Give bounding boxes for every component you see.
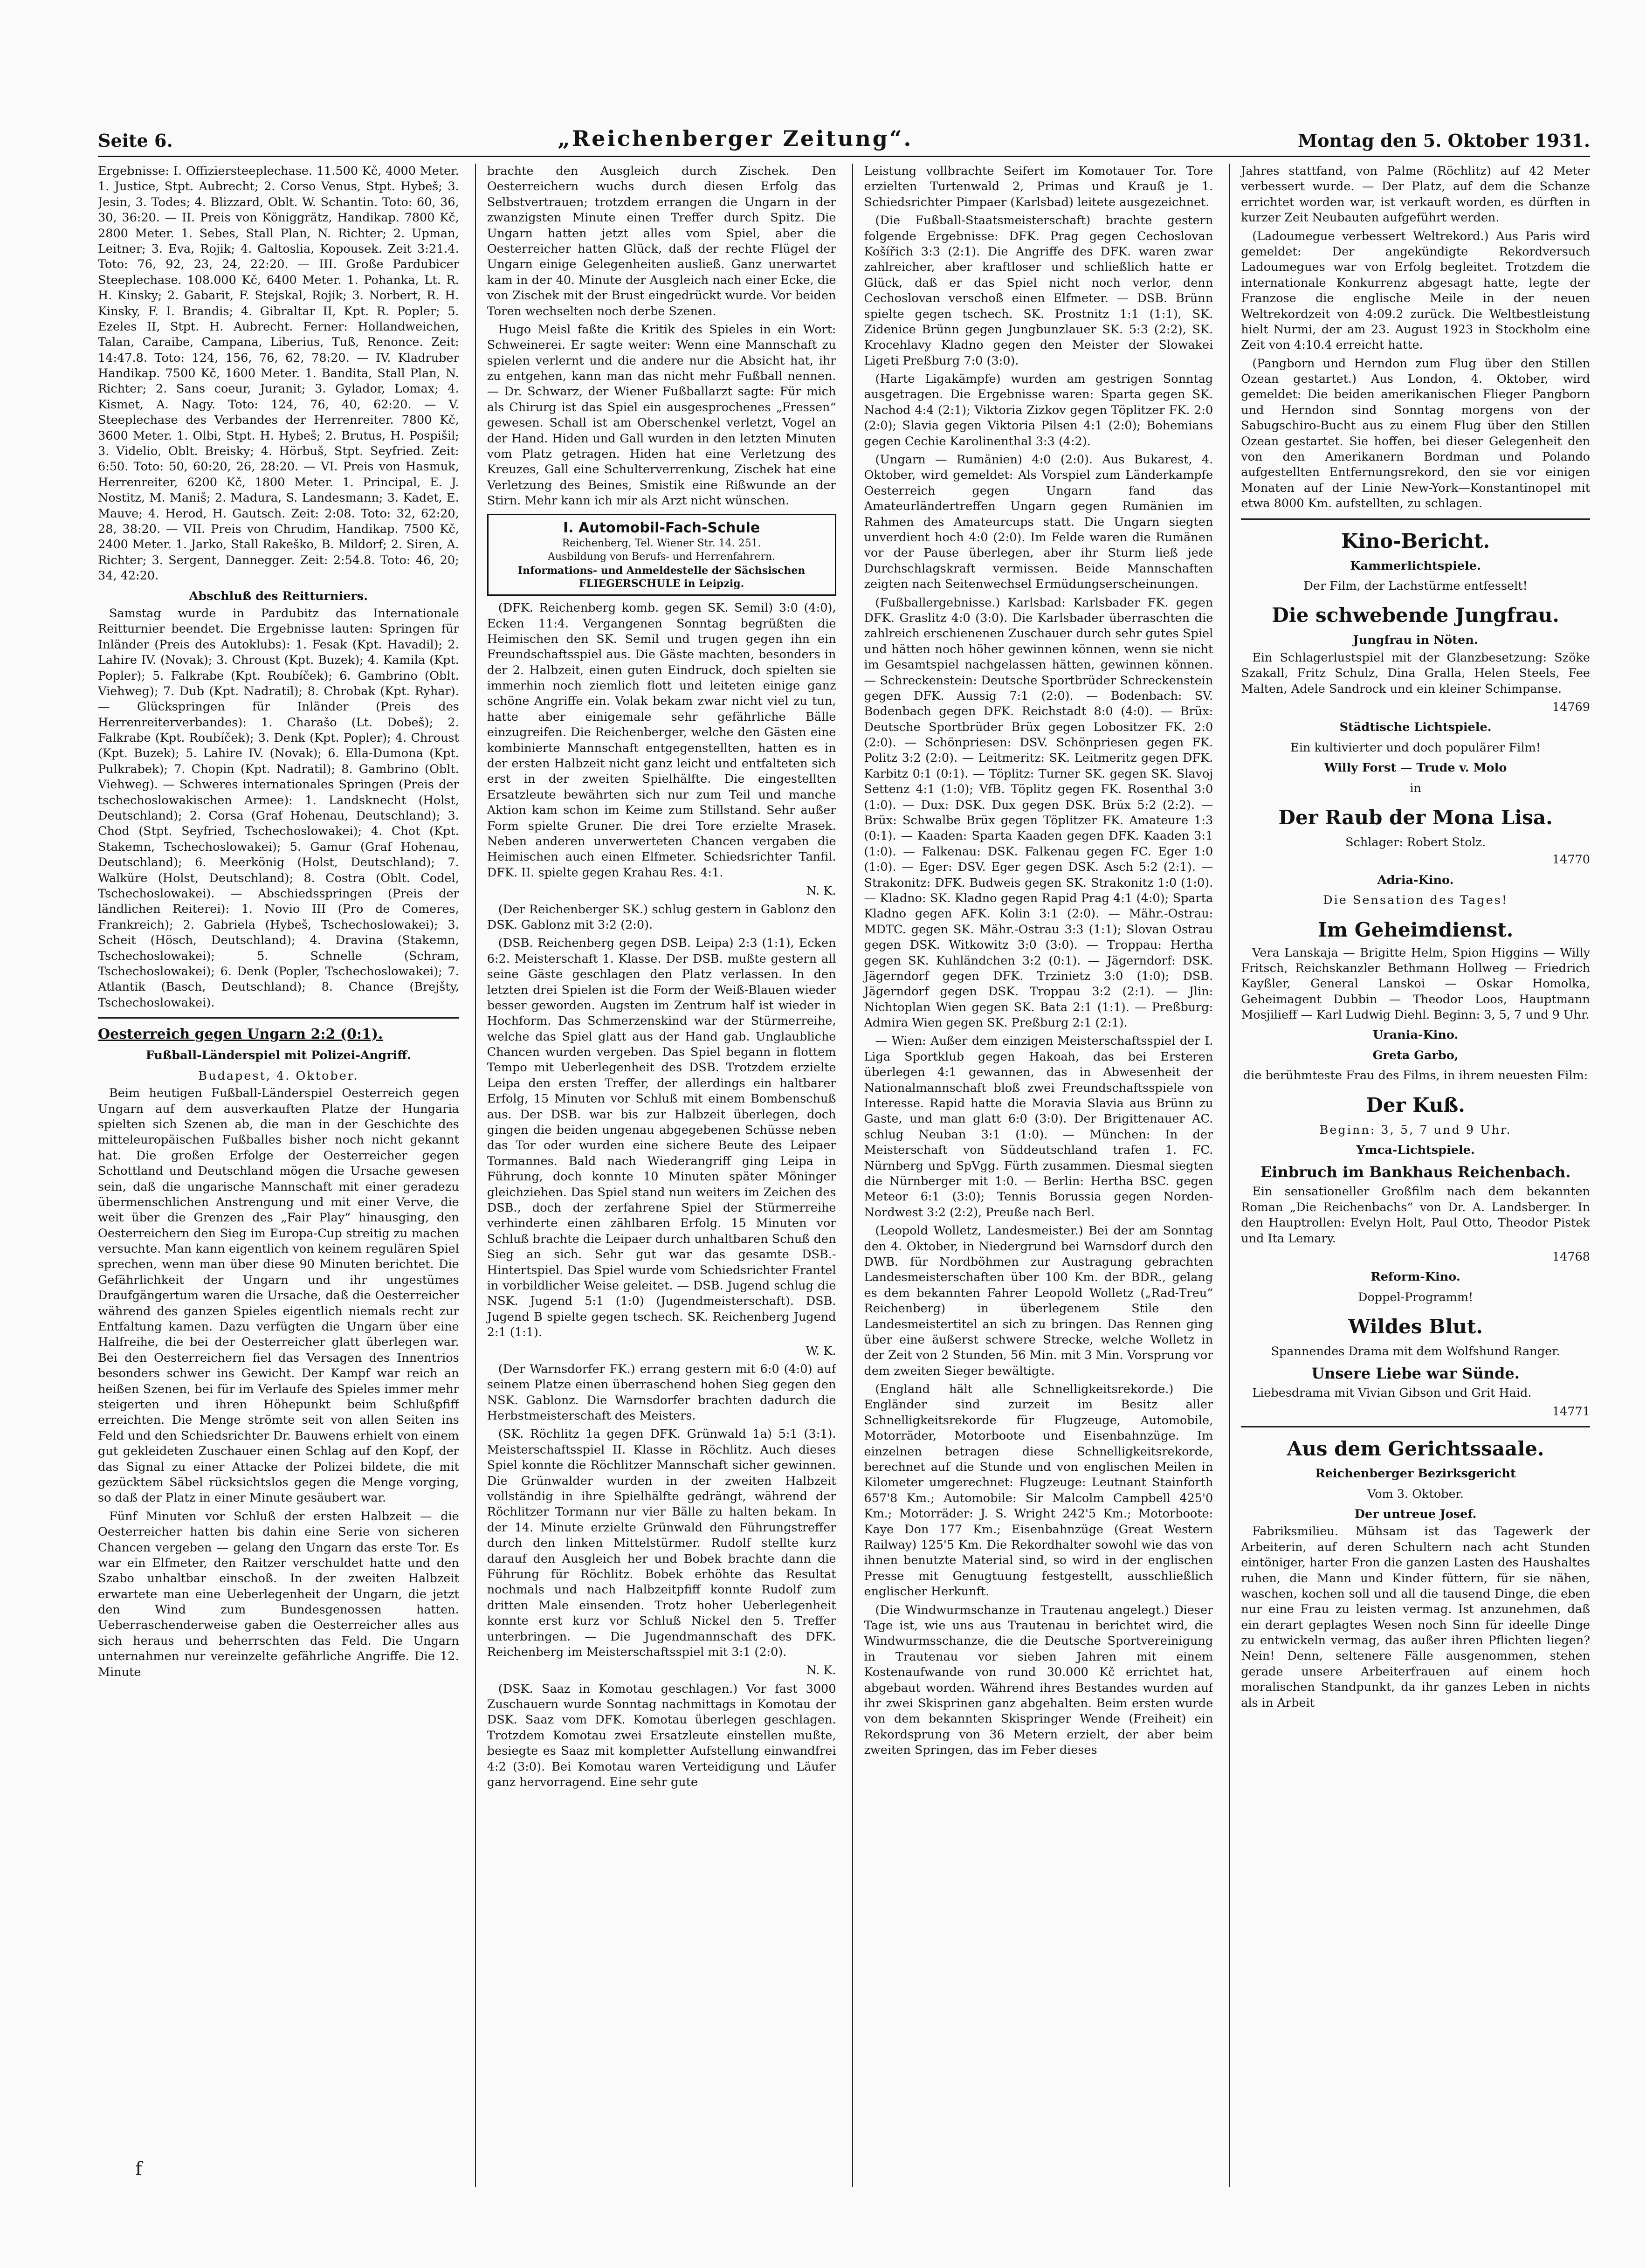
report-komotau-cont: Leistung vollbrachte Seifert im Komotauer Tor. Tore erzielten Turtenwald 2, Primas und Krauß je 1. Schiedsrichter Pimpaer (Karlsbad) leitete ausgezeichnet. [864, 164, 1213, 209]
cinema-5-film: Einbruch im Bankhaus Reichenbach. [1260, 1163, 1571, 1181]
cinema-1-subtitle: Jungfrau in Nöten. [1353, 633, 1478, 648]
report-hungary-romania: (Ungarn — Rumänien) 4:0 (2:0). Aus Bukarest, 4. Oktober, wird gemeldet: Als Vorspiel zum Länderkampfe Oesterreich gegen Ungarn fand das Amateurländertreffen Ungarn gegen Rumänien im Rahmen des Amateurcups statt. Die Ungarn siegten unverdient hoch 4:0 (2:0). Im Felde waren die Rumänen vor der Pause überlegen, aber ihr Sturm ließ jede Durchschlagskraft vermissen. Beide Mannschaften zeigten nach Seitenwechsel Ermüdungserscheinungen. [864, 453, 1213, 592]
newspaper-title: „Reichenberger Zeitung“. [558, 126, 913, 151]
match-headline: Oesterreich gegen Ungarn 2:2 (0:1). [98, 1026, 383, 1043]
cinema-6-film-2: Unsere Liebe war Sünde. [1311, 1365, 1520, 1383]
report-saaz: (DSK. Saaz in Komotau geschlagen.) Vor fast 3000 Zuschauern wurde Sonntag nachmittags in Komotau der DSK. Saaz vom DFK. Komotau überlegen geschlagen. Trotzdem Komotau zwei Ersatzleute einstellen mußte, besiegte es Saaz mit kompletter Aufstellung einwandfrei 4:2 (3:0). Bei Komotau waren Verteidigung und Läufer ganz hervorragend. Eine sehr gute [487, 1682, 836, 1790]
issue-date: Montag den 5. Oktober 1931. [1298, 130, 1590, 151]
signature: W. K. [806, 1344, 836, 1358]
meisl-critique: Hugo Meisl faßte die Kritik des Spieles in ein Wort: Schweinerei. Er sagte weiter: Wenn eine Mannschaft zu spielen verlernt und die andere nur die Absicht hat, ihr zu entgehen, kann man das nicht mehr Fußball nennen. — Dr. Schwarz, der Wiener Fußballarzt sagte: Für mich als Chirurg ist das Spiel ein ausgesprochenes „Fressen“ gewesen. Schall ist am Oberschenkel verletzt, Vogel an der Hand. Hiden und Gall wurden in den letzten Minuten vom Platz getragen. Hiden hat eine Verletzung des Kreuzes, Gall eine Schulterverrenkung, Zischek hat eine Verletzung des Beines, Smistik eine Rißwunde an der Stirn. Mehr kann ich mir als Arzt nicht wünschen. [487, 322, 836, 508]
dateline: Budapest, 4. Oktober. [198, 1069, 359, 1083]
report-ski-jump: (Die Windwurmschanze in Trautenau angelegt.) Dieser Tage ist, wie uns aus Trautenau in berichtet wird, die Windwurmsschanze, die die Deutsche Sportvereinigung in Trautenau vor sieben Jahren mit einem Kostenaufwande von rund 30.000 Kč errichtet hat, abgebaut worden. Während ihres Bestandes wurden auf ihr zwei Skisprinen ganz abgehalten. Beim ersten wurde von dem bekannten Skispringer Wende (Freiheit) ein Rekordsprung von 36 Metern erzielt, der aber beim zweiten Springen, das im Feber dieses [864, 1603, 1213, 1758]
cinema-4-name: Urania-Kino. [1372, 1028, 1459, 1042]
report-dsb-leipa: (DSB. Reichenberg gegen DSB. Leipa) 2:3 (1:1), Ecken 6:2. Meisterschaft 1. Klasse. Der DSB. mußte gestern all seine Gäste geschlagen den Platz verlassen. In den letzten drei Spielen ist die Form der Weiß-Blauen wieder besser geworden. Augsten im Zentrum half ist wieder in Hochform. Das Schmerzenskind war der Stürmerreihe, welche das Spiel glatt aus der Hand gab. Unglaubliche Chancen wurden vergeben. Das Spiel begann in flottem Tempo mit Ueberlegenheit des DSB. Trotzdem erzielte Leipa den ersten Treffer, der allerdings ein haltbarer Erfolg, 15 Minuten vor Schluß mit einem Bombenschuß aus. Der DSB. war bis zur Halbzeit überlegen, doch gingen die beiden ungenau abgegebenen Schüsse neben das Tor oder wurden eine sichere Beute des Leipaer Tormannes. Bald nach Wiederangriff ging Leipa in Führung, doch konnte 10 Minuten später Möninger gleichziehen. Das Spiel stand nun weiters im Zeichen des DSB., doch der zerfahrene Spiel der Stürmerreihe verhinderte einen zählbaren Erfolg. 15 Minuten vor Schluß brachte die Leipaer durch unhaltbaren Schuß den Sieg an sich. Sehr gut war das gesamte DSB.-Hintertspiel. Das Spiel wurde vom Schiedsrichter Frantel in vorbildlicher Weise geleitet. — DSB. Jugend schlug die NSK. Jugend 5:1 (1:0) (Jugendmeisterschaft). DSB. Jugend B spielte gegen tschech. SK. Reichenberg Jugend 2:1 (1:1). [487, 936, 836, 1340]
report-ski-jump-cont: Jahres stattfand, von Palme (Röchlitz) auf 42 Meter verbessert wurde. — Der Platz, auf dem die Schanze errichtet worden war, ist verkauft worden, es dürften in kurzer Zeit Neubauten aufgeführt werden. [1241, 164, 1590, 225]
column-3 [852, 164, 1213, 2187]
match-report-3: brachte den Ausgleich durch Zischek. Den Oesterreichern wuchs durch diesen Erfolg das Selbstvertrauen; trotzdem errangen die Ungarn in der zwanzigsten Minute einen Treffer durch Spitz. Die Ungarn hatten jetzt alles vom Spiel, aber die Oesterreicher hatten Glück, daß der rechte Flügel der Ungarn einige Gelegenheiten ausließ. Ganz unerwartet kam in der 40. Minute der Ausgleich nach einer Ecke, die von Zischek mit der Brust eingedrückt wurde. Vor beiden Toren wechselten noch derbe Szenen. [487, 164, 836, 318]
page-header [98, 126, 1590, 157]
cinema-2-name: Städtische Lichtspiele. [1339, 720, 1492, 735]
signature: N. K. [806, 1663, 836, 1678]
cinema-5-name: Ymca-Lichtspiele. [1356, 1143, 1475, 1158]
cinema-4-begin: Beginn: 3, 5, 7 und 9 Uhr. [1319, 1123, 1512, 1137]
cinema-1-description: Ein Schlagerlustspiel mit der Glanzbesetzung: Szöke Szakall, Fritz Schulz, Dina Gralla, Helen Steels, Fee Malten, Adele Sandrock und ein kleiner Schimpanse. [1241, 650, 1590, 696]
page-mark: f [135, 2158, 142, 2180]
divider [98, 1017, 459, 1019]
ad-title: I. Automobil-Fach-Schule [563, 519, 760, 536]
cinema-4-tagline: die berühmteste Frau des Films, in ihrem neuesten Film: [1243, 1069, 1588, 1083]
court-report: Fabriksmilieu. Mühsam ist das Tagewerk der Arbeiterin, auf deren Schultern nach acht Stunden eintöniger, harter Fron die ganzen Lasten des Haushaltes ruhen, die Mann und Kinder füttern, für sie nähen, waschen, kochen soll und all die tausend Dinge, die eben nur eine Frau zu leisten vermag. Ist anzunehmen, daß ein derart geplagtes Wesen noch Sinn für ideelle Dinge zu entwickeln vermag, das außer ihren Pflichten liegen? Nein! Denn, seltenere Fälle ausgenommen, stehen gerade unsere Arbeiterfrauen auf einem hoch moralischen Standpunkt, da ihr ganzes Leben in nichts als in Arbeit [1241, 1524, 1590, 1710]
cinema-6-desc-1: Spannendes Drama mit dem Wolfshund Ranger. [1271, 1344, 1560, 1359]
report-dfk-semil: (DFK. Reichenberg komb. gegen SK. Semil) 3:0 (4:0), Ecken 11:4. Vergangenen Sonntag begrüßten die Heimischen den SK. Semil und trugen gegen ihn ein Freundschaftsspiel aus. Die Gäste machten, besonders in der 2. Halbzeit, einen guten Eindruck, doch spielten sie immerhin noch ziemlich flott und leiteten einige ganz schöne Angriffe ein. Volak bekam zwar nicht viel zu tun, hatte aber einigemale sehr gefährliche Bälle einzugreifen. Die Reichenberger, welche den Gästen eine kombinierte Mannschaft entgegenstellten, hatten es in der ersten Halbzeit nicht ganz leicht und entfalteten sich erst in der zweiten Spielhälfte. Die eingestellten Ersatzleute bewährten sich nur zum Teil und manche Aktion kam schon im Keime zum Stillstand. Sehr außer Form spielte Gruner. Die drei Tore erzielte Mrasek. Neben anderen unverwerteten Chancen vergaben die Heimischen auch einen Elfmeter. Schiedsrichter Tanfil. DFK. II. spielte gegen Krahau Res. 4:1. [487, 601, 836, 880]
report-england-records: (England hält alle Schnelligkeitsrekorde.) Die Engländer sind zurzeit im Besitz aller Schnelligkeitsrekorde für Flugzeuge, Automobile, Motorräder, Motorboote und Eisenbahnzüge. Im einzelnen betragen diese Schnelligkeitsrekorde, berechnet auf die Stunde und von englischen Meilen in Kilometer umgerechnet: Flugzeuge: Leutnant Stainforth 657'8 Km.; Automobile: Sir Malcolm Campbell 425'0 Km.; Motorräder: J. S. Wright 242'5 Km.; Motorboote: Kaye Don 177 Km.; Eisenbahnzüge (Great Western Railway) 125'5 Km. Die Rekordhalter sowohl wie das von ihnen benutzte Material sind, so wird in der englischen Presse mit Genugtuung festgestellt, ausschließlich englischer Herkunft. [864, 1382, 1213, 1599]
cinema-3-name: Adria-Kino. [1377, 873, 1454, 887]
report-warnsdorf: (Der Warnsdorfer FK.) errang gestern mit 6:0 (4:0) auf seinem Platze einen überraschend hohen Sieg gegen den NSK. Gablonz. Die Warnsdorfer brachten dadurch die Herbstmeisterschaft des Meisters. [487, 1362, 836, 1423]
advertisement-driving-school [487, 514, 836, 596]
report-league: (Harte Ligakämpfe) wurden am gestrigen Sonntag ausgetragen. Die Ergebnisse waren: Sparta gegen SK. Nachod 4:4 (2:1); Viktoria Zizkov gegen Töplitzer FK. 2:0 (2:0); Slavia gegen Viktoria Pilsen 4:1 (2:0); Bohemians gegen Cechie Karolinenthal 3:3 (4:2). [864, 372, 1213, 448]
ad-number: 14769 [1552, 700, 1590, 714]
match-subheadline: Fußball-Länderspiel mit Polizei-Angriff. [145, 1048, 412, 1063]
court-heading: Aus dem Gerichtssaale. [1287, 1437, 1544, 1461]
cinema-1-name: Kammerlichtspiele. [1350, 558, 1481, 573]
cinema-heading: Kino-Bericht. [1341, 529, 1490, 552]
column-1 [98, 164, 459, 2187]
cinema-4-film: Der Kuß. [1366, 1093, 1465, 1117]
cinema-1-tagline: Der Film, der Lachstürme entfesselt! [1303, 579, 1528, 593]
report-wolletz: (Leopold Wolletz, Landesmeister.) Bei der am Sonntag den 4. Oktober, in Niedergrund bei Warnsdorf durch den DWB. für Nordböhmen zur Austragung gebrachten Landesmeisterschaften über 100 Km. der BDR., gelang es dem bekannten Fahrer Leopold Wolletz („Rad-Treu“ Reichenberg) in überlegenem Stile den Landesmeistertitel an sich zu bringen. Das Rennen ging über eine äußerst schwere Strecke, welche Wolletz in der Zeit von 2 Stunden, 56 Min. mit 3 Min. Vorsprung vor dem zweiten Sieger bewältigte. [864, 1224, 1213, 1378]
columns [98, 164, 1590, 2187]
race-results: Ergebnisse: I. Offiziersteeplechase. 11.500 Kč, 4000 Meter. 1. Justice, Stpt. Aubrecht; 2. Corso Venus, Stpt. Hybeš; 3. Jesin, 3. Todes; 4. Blizzard, Oblt. W. Schantin. Toto: 60, 36, 30, 36:20. — II. Preis von Königgrätz, Handikap. 7800 Kč, 2800 Meter. 1. Sebes, Stall Plan, N. Richter; 2. Upman, Leitner; 3. Eva, Rojik; 4. Galtoslia, Kopousek. Zeit 3:21.4. Toto: 76, 92, 23, 24, 22:20. — III. Große Pardubicer Steeplechase. 108.000 Kč, 6400 Meter. 1. Pohanka, Lt. R. H. Kinsky; 2. Gabarit, F. Stejskal, Rojik; 3. Norbert, R. H. Kinsky, F. I. Brandis; 4. Gibraltar II, Kpt. R. Popler; 5. Ezeles II, Stpt. H. Aubrecht. Ferner: Hollandweichen, Talan, Caraibe, Campana, Liberius, Tuß, Renonce. Zeit: 14:47.8. Toto: 124, 156, 76, 62, 78:20. — IV. Kladruber Handikap. 7500 Kč, 1600 Meter. 1. Bandita, Stall Plan, N. Richter; 2. Sans coeur, Juranit; 3. Gylador, Lomax; 4. Kismet, A. Nagy. Toto: 124, 76, 40, 62:20. — V. Steeplechase des Verbandes der Herrenreiter. 7800 Kč, 3600 Meter. 1. Olbi, Stpt. H. Hybeš; 2. Brutus, H. Pospišil; 3. Videlio, Oblt. Breisky; 4. Hörbuš, Stpt. Seyfried. Zeit: 6:50. Toto: 50, 60:20, 26, 28:20. — VI. Preis von Hasmuk, Herrenreiter, 6200 Kč, 1800 Meter. 1. Principal, E. J. Nostitz, M. Maniš; 2. Madura, S. Landesmann; 3. Kadet, E. Mauve; 4. Herod, H. Gautsch. Zeit: 2:08. Toto: 32, 62:20, 28, 38:20. — VII. Preis von Chrudim, Handikap. 7500 Kč, 2400 Meter. 1. Jarko, Stall Rakeško, B. Mildorf; 2. Siren, A. Richter; 3. Sergent, Dannegger. Zeit: 2:54.8. Toto: 46, 20; 34, 42:20. [98, 164, 459, 583]
cinema-2-tagline: Ein kultivierter und doch populärer Film! [1290, 740, 1541, 755]
cinema-6-tagline: Doppel-Programm! [1357, 1290, 1474, 1304]
divider [1241, 518, 1590, 520]
page-number: Seite 6. [98, 130, 173, 151]
report-rsk: (Der Reichenberger SK.) schlug gestern in Gablonz den DSK. Gablonz mit 3:2 (2:0). [487, 902, 836, 932]
cinema-3-description: Vera Lanskaja — Brigitte Helm, Spion Higgins — Willy Fritsch, Reichskanzler Bethmann Hollweg — Friedrich Kayßler, General Lanskoi — Oskar Homolka, Geheimagent Dubbin — Theodor Loos, Hauptmann Mosjilieff — Karl Ludwig Diehl. Beginn: 3, 5, 7 und 9 Uhr. [1241, 945, 1590, 1022]
column-2 [475, 164, 836, 2187]
cinema-2-film: Der Raub der Mona Lisa. [1278, 806, 1553, 829]
cinema-2-cast: Willy Forst — Trude v. Molo [1324, 761, 1507, 775]
cinema-5-description: Ein sensationeller Großfilm nach dem bekannten Roman „Die Reichenbachs“ von Dr. A. Landsberger. In den Hauptrollen: Evelyn Holt, Paul Otto, Theodor Pistek und Ita Lemary. [1241, 1185, 1590, 1246]
cinema-3-film: Im Geheimdienst. [1318, 918, 1514, 941]
cinema-1-film: Die schwebende Jungfrau. [1272, 604, 1559, 627]
cinema-3-tagline: Die Sensation des Tages! [1323, 893, 1508, 908]
court-date: Vom 3. Oktober. [1367, 1487, 1464, 1501]
ad-number: 14770 [1552, 853, 1590, 867]
court-case-title: Der untreue Josef. [1354, 1507, 1477, 1521]
report-football-results: (Fußballergebnisse.) Karlsbad: Karlsbader FK. gegen DFK. Graslitz 4:0 (3:0). Die Karlsbader überraschten die zahlreich erschienenen Zuschauer durch sehr gutes Spiel und hätten noch höher gewinnen können, wenn sie nicht im Gesamtspiel nachgelassen hätten, gewinnen können. — Schreckenstein: Deutsche Sportbrüder Schreckenstein gegen DFK. Aussig 7:1 (2:0). — Bodenbach: SV. Bodenbach gegen DFK. Reichstadt 8:0 (4:0). — Brüx: Deutsche Sportbrüder Brüx gegen Lobositzer FK. 2:0 (2:0). — Schönpriesen: DSV. Schönpriesen gegen FK. Politz 3:2 (2:0). — Leitmeritz: SK. Leitmeritz gegen DFK. Karbitz 0:1 (0:1). — Töplitz: Turner SK. gegen SK. Slavoj Settenz 4:1 (1:0); VfB. Töplitz gegen FK. Rosenthal 3:0 (1:0). — Dux: DSK. Dux gegen DSK. Brüx 5:2 (2:2). — Brüx: Schwalbe Brüx gegen Töplitzer FK. Amateure 1:3 (0:1). — Kaaden: Sparta Kaaden gegen DFK. Kaaden 3:1 (1:0). — Falkenau: DSK. Falkenau gegen FC. Eger 1:0 (1:0). — Eger: DSV. Eger gegen DSK. Asch 5:2 (2:1). — Strakonitz: DFK. Budweis gegen SK. Strakonitz 1:0 (1:0). — Kladno: SK. Kladno gegen Rapid Prag 4:1 (4:0); Sparta Kladno gegen AFK. Kolin 3:1 (2:0). — Mähr.-Ostrau: MDTC. gegen SK. Mähr.-Ostrau 3:3 (1:1); Slovan Ostrau gegen DSK. Witkowitz 3:0 (3:0). — Troppau: Hertha gegen SK. Kuhländchen 3:2 (0:1). — Jägerndorf: DSK. Jägerndorf gegen DFK. Trzinietz 3:0 (1:0); DSB. Jägerndorf gegen DSK. Troppau 3:2 (2:1). — Jlin: Nichtoplan Wien gegen SK. Bata 2:1 (1:1). — Preßburg: Admira Wien gegen SK. Preßburg 2:1 (2:1). [864, 595, 1213, 1030]
column-4 [1229, 164, 1590, 2187]
ad-address: Reichenberg, Tel. Wiener Str. 14. 251. [562, 537, 761, 549]
cinema-2-in: in [1410, 781, 1421, 795]
ad-line-2: Informations- und Anmeldestelle der Sächsischen FLIEGERSCHULE in Leipzig. [517, 564, 806, 590]
cinema-4-star: Greta Garbo, [1372, 1048, 1459, 1062]
cinema-2-subtitle: Schlager: Robert Stolz. [1345, 835, 1486, 849]
report-ladoumegue: (Ladoumegue verbessert Weltrekord.) Aus Paris wird gemeldet: Der angekündigte Rekordversuch Ladoumegues war von Erfolg begleitet. Trotzdem die internationale Konkurrenz abgesagt hatte, legte der Franzose die englische Meile in der neuen Weltrekordzeit von 4:09.2 zurück. Die Weltbestleistung hielt Nurmi, der am 23. August 1923 in Stockholm eine Zeit von 4:10.4 erreicht hatte. [1241, 229, 1590, 352]
match-report-1: Beim heutigen Fußball-Länderspiel Oesterreich gegen Ungarn auf dem ausverkauften Platze der Hungaria spielten sich Szenen ab, die man in der Geschichte des mitteleuropäischen Fußballes bisher noch nicht gekannt hat. Die großen Erfolge der Oesterreicher gegen Schottland und Deutschland mögen die Ursache gewesen sein, daß die ungarische Mannschaft mit einer geradezu übermenschlichen Anstrengung und mit einer Verve, die weit über die Grenzen des „Fair Play“ hinausging, den Oesterreichern den Sieg im Europa-Cup streitig zu machen versuchte. Man kann eigentlich von keinem regulären Spiel sprechen, wenn man über diese 90 Minuten berichtet. Die Gefährlichkeit der Ungarn und ihr ungestümes Draufgängertum waren die Ursache, daß die Oesterreicher während des ganzen Spieles eigentlich niemals recht zur Entfaltung kamen. Dazu verfügten die Ungarn über eine Halfreihe, die bei der Oesterreicher glatt überlegen war. Bei den Oesterreichern fiel das Versagen des Innentrios besonders schwer ins Gewicht. Der Kampf war reich an heißen Szenen, bei für im Verlaufe des Spieles immer mehr steigerten und ihren Höhepunkt beim Schlußpfiff erreichten. Die Menge strömte seit von allen Seiten ins Feld und den Schiedsrichter Dr. Bauwens erhielt von einem gut gekleideten Zuschauer einen Schlag auf den Kopf, der das Signal zu einer Attacke der Polizei bildete, die mit gezücktem Säbel rücksichtslos gegen die Menge vorging, so daß der Platz in einer Minute gesäubert war. [98, 1086, 459, 1505]
cinema-6-film-1: Wildes Blut. [1348, 1315, 1483, 1338]
cinema-6-desc-2: Liebesdrama mit Vivian Gibson und Grit Haid. [1252, 1386, 1532, 1400]
court-subheading: Reichenberger Bezirksgericht [1315, 1467, 1516, 1481]
match-report-2: Fünf Minuten vor Schluß der ersten Halbzeit — die Oesterreicher hatten bis dahin eine Serie von sicheren Chancen vergeben — gelang den Ungarn das erste Tor. Es war ein Elfmeter, den Raitzer verschuldet hatte und den Szabo unhaltbar einschoß. In der zweiten Halbzeit erwartete man eine Ueberlegenheit der Ungarn, die jetzt den Wind zum Bundesgenossen hatten. Ueberraschenderweise gaben die Oesterreicher alles aus sich heraus und beherrschten das Feld. Die Ungarn unternahmen nur vereinzelte gefährliche Angriffe. Die 12. Minute [98, 1509, 459, 1679]
cinema-6-name: Reform-Kino. [1371, 1270, 1460, 1284]
report-vienna: — Wien: Außer dem einzigen Meisterschaftsspiel der I. Liga Sportklub gegen Hakoah, das bei Ersteren überlegen 4:1 gewannen, das in Abwesenheit der Nationalmannschaft bloß zwei Freundschaftsspiele von Interesse. Rapid hatte die Moravia Slavia aus Brünn zu Gaste, und man glatt 6:0 (3:0). Der Brigittenauer AC. schlug Neuban 3:1 (1:0). — München: In der Meisterschaft von Süddeutschland trafen 1. FC. Nürnberg und SpVgg. Fürth zusammen. Diesmal siegten die Nürnberger mit 1:0. — Berlin: Hertha BSC. gegen Meteor 6:1 (3:0); Tennis Borussia gegen Norden-Nordwest 3:2 (2:2), Preuße nach Berl. [864, 1034, 1213, 1220]
tournament-results: Samstag wurde in Pardubitz das Internationale Reitturnier beendet. Die Ergebnisse lauten: Springen für Inländer (Preis des Autoklubs): 1. Fesak (Kpt. Havadil); 2. Lahire IV. (Novak); 3. Chroust (Kpt. Buzek); 4. Kamila (Kpt. Popler); 5. Falkrabe (Kpt. Roubíček); 6. Gambrino (Oblt. Viehweg); 7. Dub (Kpt. Nadratil); 8. Chrobak (Kpt. Ryhar). — Glückspringen für Inländer (Preis des Herrenreiterverbandes): 1. Charašo (Lt. Dobeš); 2. Falkrabe (Kpt. Roubíček); 3. Denk (Kpt. Popler); 4. Chroust (Kpt. Buzek); 5. Lahire IV. (Novak); 6. Ella-Dumona (Kpt. Pulkrabek); 7. Chopin (Kpt. Nadratil); 8. Gambrino (Oblt. Viehweg). — Schweres internationales Springen (Preis der tschechoslowakischen Armee): 1. Landsknecht (Holst, Deutschland); 2. Corsa (Graf Hohenau, Deutschland); 3. Chod (Stpt. Seyfried, Tschechoslowakei); 4. Chot (Kpt. Stakemn, Tschechoslowakei); 5. Gamur (Graf Hohenau, Deutschland); 6. Meerkönig (Holst, Deutschland); 7. Walküre (Holst, Deutschland); 8. Costra (Oblt. Codel, Tschechoslowakei). — Abschiedsspringen (Preis der ländlichen Reiterei): 1. Novio III (Pro de Comeres, Frankreich); 2. Gabriela (Hybeš, Tschechoslowakei); 3. Scheit (Hösch, Deutschland); 4. Dravina (Stakemn, Tschechoslowakei); 5. Schnelle (Schram, Tschechoslowakei); 6. Denk (Popler, Tschechoslowakei); 7. Atlantik (Basch, Deutschland); 8. Chance (Brejšty, Tschechoslowakei). [98, 606, 459, 1010]
signature: N. K. [806, 884, 836, 898]
ad-number: 14771 [1552, 1404, 1590, 1419]
ad-line-1: Ausbildung von Berufs- und Herrenfahrern. [548, 551, 776, 563]
report-roechlitz: (SK. Röchlitz 1a gegen DFK. Grünwald 1a) 5:1 (3:1). Meisterschaftsspiel II. Klasse in Röchlitz. Auch dieses Spiel konnte die Röchlitzer Mannschaft sicher gewinnen. Die Grünwalder wurden in der zweiten Halbzeit vollständig in ihre Spielhälfte gedrängt, während der Röchlitzer Tormann nur vier Bälle zu halten bekam. In der 14. Minute erzielte Grünwald den Führungstreffer durch den linken Mittelstürmer. Rudolf stellte kurz darauf den Ausgleich her und Bobek brachte dann die Führung für Röchlitz. Bobek erhöhte das Resultat nochmals und nach Halbzeitpfiff konnte Rudolf zum dritten Male einsenden. Trotz hoher Ueberlegenheit konnte erst kurz vor Schluß Nickel den 5. Treffer unterbringen. — Die Jugendmannschaft des DFK. Reichenberg im Meisterschaftsspiel mit 3:1 (2:0). [487, 1427, 836, 1659]
tournament-heading: Abschluß des Reitturniers. [189, 589, 368, 603]
report-state-championship: (Die Fußball-Staatsmeisterschaft) brachte gestern folgende Ergebnisse: DFK. Prag gegen Cechoslovan Košířich 3:3 (2:1). Die Angriffe des DFK. waren zwar zahlreicher, aber kraftloser und schließlich hatte er Glück, daß er das Spiel nicht noch verlor, denn Cechoslovan verschoß einen Elfmeter. — DSB. Brünn spielte gegen tschech. SK. Prostnitz 1:1 (1:1), SK. Zidenice Brünn gegen Jungbunzlauer SK. 5:3 (2:2), SK. Krocehlavy Kladno gegen den Meister der Slowakei Ligeti Preßburg 7:0 (3:0). [864, 214, 1213, 368]
ad-number: 14768 [1552, 1249, 1590, 1264]
divider [1241, 1426, 1590, 1427]
report-pangborn: (Pangborn und Herndon zum Flug über den Stillen Ozean gestartet.) Aus London, 4. Oktober, wird gemeldet: Die beiden amerikanischen Flieger Pangborn und Herndon sind Sonntag morgens von der Sabugschiro-Bucht aus zu einem Flug über den Stillen Ozean gestartet. Sie hoffen, bei dieser Gelegenheit den von den Amerikanern Bordman und Polando aufgestellten Entfernungsrekord, den sie vor einigen Monaten auf der Linie New-York—Konstantinopel mit etwa 8000 Km. aufstellten, zu schlagen. [1241, 356, 1590, 511]
